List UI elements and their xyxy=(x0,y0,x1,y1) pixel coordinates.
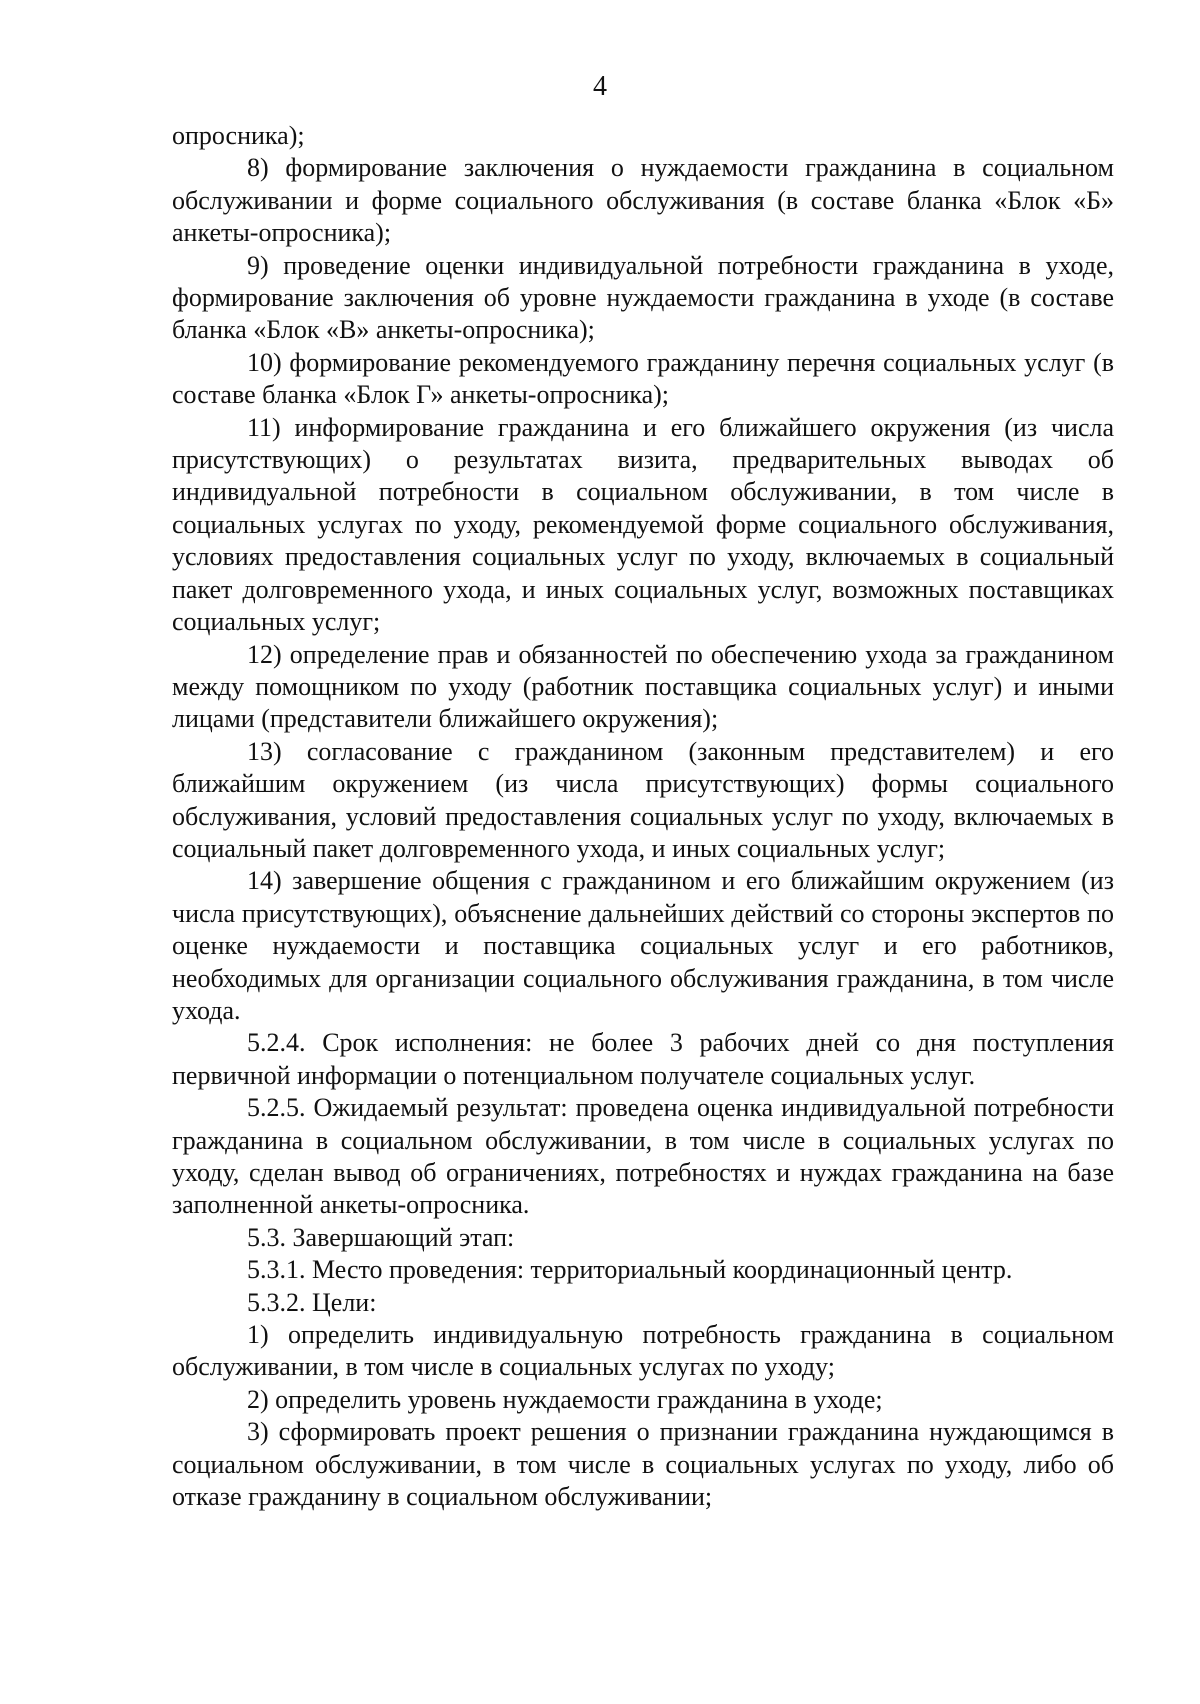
paragraph: 5.3.2. Цели: xyxy=(247,1287,377,1317)
paragraph: 13) согласование с гражданином (законным представителем) и его ближайшим окружением (из числа присутствующих) формы социального обслуживания, условий предоставления социальных услуг по уходу, включаемых в социальный пакет долговременного ухода, и иных социальных услуг; xyxy=(172,736,1114,863)
paragraph: 5.3. Завершающий этап: xyxy=(247,1222,515,1252)
paragraph: 5.2.5. Ожидаемый результат: проведена оценка индивидуальной потребности гражданина в социальном обслуживании, в том числе в социальных услугах по уходу, сделан вывод об ограничениях, потребностях и нуждах гражданина на базе заполненной анкеты-опросника. xyxy=(172,1093,1114,1220)
paragraph: 10) формирование рекомендуемого гражданину перечня социальных услуг (в составе бланка «Блок Г» анкеты-опросника); xyxy=(172,347,1114,410)
paragraph: 5.3.1. Место проведения: территориальный координационный центр. xyxy=(247,1255,1013,1285)
paragraph: 3) сформировать проект решения о признании гражданина нуждающимся в социальном обслуживании, в том числе в социальных услугах по уходу, либо об отказе гражданину в социальном обслуживании; xyxy=(172,1417,1114,1512)
paragraph: 8) формирование заключения о нуждаемости гражданина в социальном обслуживании и форме социального обслуживания (в составе бланка «Блок «Б» анкеты-опросника); xyxy=(172,153,1114,248)
paragraph: 9) проведение оценки индивидуальной потребности гражданина в уходе, формирование заключения об уровне нуждаемости гражданина в уходе (в составе бланка «Блок «В» анкеты-опросника); xyxy=(172,250,1114,345)
paragraph: 12) определение прав и обязанностей по обеспечению ухода за гражданином между помощником по уходу (работник поставщика социальных услуг) и иными лицами (представители ближайшего окружения); xyxy=(172,639,1114,734)
paragraph: опросника); xyxy=(172,121,305,150)
document-body xyxy=(172,120,1114,1513)
paragraph: 14) завершение общения с гражданином и его ближайшим окружением (из числа присутствующих), объяснение дальнейших действий со стороны экспертов по оценке нуждаемости и поставщика социальных услуг и его работников, необходимых для организации социального обслуживания гражданина, в том числе ухода. xyxy=(172,866,1114,1025)
paragraph: 5.2.4. Срок исполнения: не более 3 рабочих дней со дня поступления первичной информации о потенциальном получателе социальных услуг. xyxy=(172,1028,1114,1090)
paragraph: 11) информирование гражданина и его ближайшего окружения (из числа присутствующих) о результатах визита, предварительных выводах об индивидуальной потребности в социальном обслуживании, в том числе в социальных услугах по уходу, рекомендуемой форме социального обслуживания, условиях предоставления социальных услуг по уходу, включаемых в социальный пакет долговременного ухода, и иных социальных услуг, возможных поставщиках социальных услуг; xyxy=(172,412,1114,637)
page-number: 4 xyxy=(593,71,607,102)
paragraph: 2) определить уровень нуждаемости гражданина в уходе; xyxy=(247,1384,883,1414)
paragraph: 1) определить индивидуальную потребность гражданина в социальном обслуживании, в том числе в социальных услугах по уходу; xyxy=(172,1320,1114,1382)
